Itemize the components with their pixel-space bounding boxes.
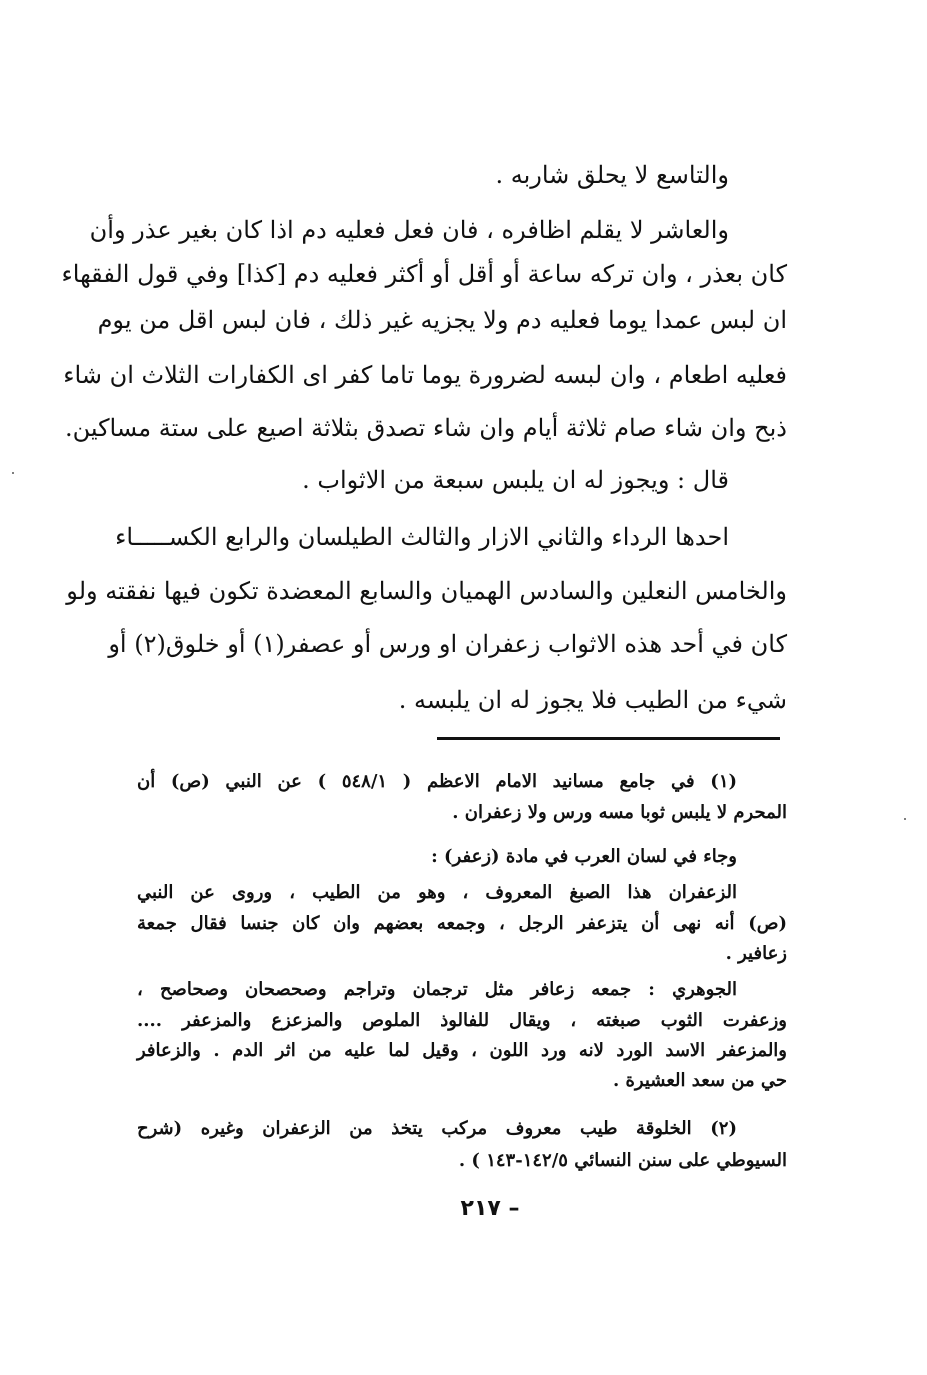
body-line-11: شيء من الطيب فلا يجوز له ان يلبسه . bbox=[398, 686, 787, 714]
footnote-line-12: السيوطي على سنن النسائي ١٤٢/٥-١٤٣ ) . bbox=[458, 1150, 787, 1171]
footnote-line-5: (ص) أنه نهى أن يتزعفر الرجل ، وجمعه بعضهم وان كان جنسا فقال جمعة bbox=[137, 913, 787, 934]
footnote-line-9: والمزعفر الاسد الورد لانه ورد اللون ، وقيل لما عليه من اثر الدم . والزعافر bbox=[137, 1040, 787, 1061]
scan-speck bbox=[904, 818, 906, 820]
page-number: – ٢١٧ bbox=[460, 1196, 520, 1221]
footnote-line-1: (١) في جامع مسانيد الامام الاعظم ( ٥٤٨/١ ) عن النبي (ص) أن bbox=[137, 771, 738, 792]
body-line-5: فعليه اطعام ، وان لبسه لضرورة يوما تاما كفر اى الكفارات الثلاث ان شاء bbox=[63, 361, 787, 389]
footnote-separator bbox=[437, 737, 780, 740]
body-line-9: والخامس النعلين والسادس الهميان والسابع المعضدة تكون فيها نفقته ولو bbox=[66, 577, 787, 605]
scan-speck bbox=[12, 472, 14, 474]
footnote-line-3: وجاء في لسان العرب في مادة (زعفر) : bbox=[431, 846, 737, 867]
footnote-line-7: الجوهري : جمعه زعافر مثل ترجمان وتراجم وصحصحان وصحاصح ، bbox=[137, 979, 737, 1000]
body-line-8: احدها الرداء والثاني الازار والثالث الطيلسان والرابع الكســـــاء bbox=[115, 523, 729, 551]
body-line-10: كان في أحد هذه الاثواب زعفران او ورس أو عصفر(١) أو خلوق(٢) أو bbox=[108, 630, 787, 658]
footnote-line-6: زعافير . bbox=[725, 943, 787, 964]
body-line-4: ان لبس عمدا يوما فعليه دم ولا يجزيه غير ذلك ، فان لبس اقل من يوم bbox=[97, 306, 787, 334]
body-line-1: والتاسع لا يحلق شاربه . bbox=[495, 161, 729, 189]
body-line-6: ذبح وان شاء صام ثلاثة أيام وان شاء تصدق بثلاثة اصيع على ستة مساكين. bbox=[64, 414, 787, 442]
footnote-line-8: وزعفرت الثوب صبغته ، ويقال للفالوذ الملوص والمزعزع والمزعفر .... bbox=[137, 1010, 788, 1031]
body-line-2: والعاشر لا يقلم اظافره ، فان فعل فعليه دم اذا كان بغير عذر وأن bbox=[89, 216, 729, 244]
footnote-line-11: (٢) الخلوقة طيب معروف مركب يتخذ من الزعفران وغيره (شرح bbox=[137, 1118, 737, 1139]
footnote-line-2: المحرم لا يلبس ثوبا مسه ورس ولا زعفران . bbox=[452, 802, 787, 823]
footnote-line-4: الزعفران هذا الصبغ المعروف ، وهو من الطيب ، وروى عن النبي bbox=[137, 882, 737, 903]
body-line-7: قال : ويجوز له ان يلبس سبعة من الاثواب . bbox=[302, 466, 729, 494]
body-line-3: كان بعذر ، وان تركه ساعة أو أقل أو أكثر فعليه دم [كذا] وفي قول الفقهاء bbox=[61, 260, 787, 288]
footnote-line-10: حي من سعد العشيرة . bbox=[612, 1070, 787, 1091]
